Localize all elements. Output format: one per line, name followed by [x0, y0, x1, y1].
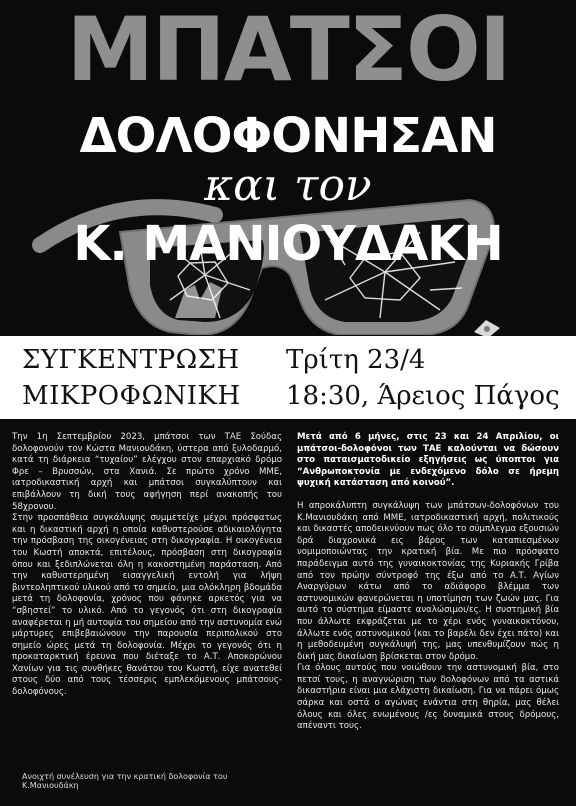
right-column: [297, 432, 559, 733]
left-column: [12, 432, 282, 699]
title-line-3: και τον: [204, 160, 372, 211]
title-line-2: ΔΟΛΟΦΟΝΗΣΑΝ: [79, 108, 497, 164]
left-paragraph-2: Στην προσπάθεια συγκάλυψης συμμετείχε μέχρι πρόσφατως και η δικαστική αρχή η οποία καθυστερούσε αδικαιολόγητα την πρόσβαση της οικογένειας στη δικογραφία. Η οικογένεια του Κωστή αποκτά, επιτέλους, πρόσβαση στη δικογραφία όπου και ξεδιπλώνεται όλη η κακοστημένη παράσταση. Από την καθυστερημένη εισαγγελική εντολή για λήψη βιντεοληπτικού υλικού από το σημείο, μια ολόκληρη βδομάδα μετά τη δολοφονία, χρόνος που φάνηκε αρκετός για να “σβηστεί” το υλικό. Από το γεγονός ότι στη δικογραφία αναφέρεται η μή αυτοψία του σημείου από την αστυνομία ενώ μάρτυρες επιβεβαιώνουν την παρουσία περιπολικού στο σημείο ώρες μετά τη δολοφονία. Μέχρι το γεγονός ότι η προκαταρκτική έρευνα που διέταξε το Α.Τ. Αποκορώνου Χανίων για τις συνθήκες θανάτου του Κωστή, είχε ανατεθεί στους δύο από τους τέσσερις εμπλεκόμενους μπάτσους-δολοφόνους.: [12, 513, 282, 698]
header-artwork: [0, 0, 576, 335]
event-time-place: 18:30, Άρειος Πάγος: [286, 381, 560, 411]
signature: Ανοιχτή συνέλευση για την κρατική δολοφονία του Κ.Μανιουδάκη: [22, 772, 228, 790]
title-line-1: ΜΠΑΤΣΟΙ: [66, 0, 510, 101]
event-type: [22, 342, 272, 414]
right-paragraph-2: Για όλους αυτούς που νοιώθουν την αστυνομική βία, στο πετσί τους, η αναγνώριση των δολοφόνων από τα αστικά δικαστήρια είναι μια ελάχιστη δικαίωση. Για να πάρει όμως σάρκα και οστά ο αγώνας ενάντια στη θηρία, μας θέλει όλους και όλες ενωμένους /ες δυναμικά στους δρόμους, απέναντι τους.: [297, 663, 559, 732]
title-line-4: Κ. ΜΑΝΙΟΥΔΑΚΗ: [73, 216, 503, 272]
event-type-line-1: ΣΥΓΚΕΝΤΡΩΣΗ: [22, 345, 240, 375]
event-date: Τρίτη 23/4: [286, 345, 426, 375]
left-paragraph-1: Την 1η Σεπτεμβρίου 2023, μπάτσοι των ΤΑΕ Σούδας δολοφονούν τον Κώστα Μανιουδάκη, ύστερα από ξυλοδαρμό, κατά τη διάρκεια “τυχαίου” ελέγχου στον επαρχιακό δρόμο Φρε – Βρυσσών, στα Χανιά. Σε πρώτο χρόνο ΜΜΕ, ιατροδικαστική αρχή και μπάτσοι συγκαλύπτουν και επιβάλλουν τη δική τους αφήγηση περί ανακοπής του 58χρονου.: [12, 432, 282, 512]
event-type-line-2: ΜΙΚΡΟΦΩΝΙΚΗ: [22, 381, 241, 411]
event-band: [0, 336, 576, 419]
event-when-where: [286, 342, 576, 414]
right-paragraph-1: Η απροκάλυπτη συγκάλυψη των μπάτσων-δολοφόνων του Κ.Μανιουδάκη από ΜΜΕ, ιατροδικαστική αρχή, πολιτικούς και δικαστές αποδεικνύουν πως όλο το σύμπλεγμα εξουσιών δρά διαχρονικά εις βάρος των καταπιεσμένων νομιμοποιώντας την κρατική βία. Με πιο πρόσφατο παράδειγμα αυτό της γυναικοκτονίας της Κυριακής Γρίβα από τον πρώην σύντροφό της έξω από το Α.Τ. Αγίων Αναργύρων κάτω από το αδιάφορο βλέμμα των αστυνομικών φανερώνεται η υποτίμηση των ζωών μας. Για αυτό το σύστημα είμαστε αναλώσιμοι/ες. Η συστημική βία που άλλωτε εκφράζεται με το χέρι ενός γυναικοκτόνου, άλλωτε ενός αστυνομικού (και το βαρέλι δεν έχει πάτο) και η μεθοδευμένη συγκάλυψή της, μας υπενθυμίζουν πώς η δική μας δικαίωση βρίσκεται στον δρόμο.: [297, 500, 559, 662]
right-lead-paragraph: Μετά από 6 μήνες, στις 23 και 24 Απριλίου, οι μπάτσοι-δολοφόνοι των ΤΑΕ καλούνται να δώσουν στο παταισματοδικείο εξηγήσεις ως ύποπτοι για “Ανθρωποκτονία με ενδεχόμενο δόλο σε ήρεμη ψυχική κατάσταση από κοινού”.: [297, 432, 559, 489]
